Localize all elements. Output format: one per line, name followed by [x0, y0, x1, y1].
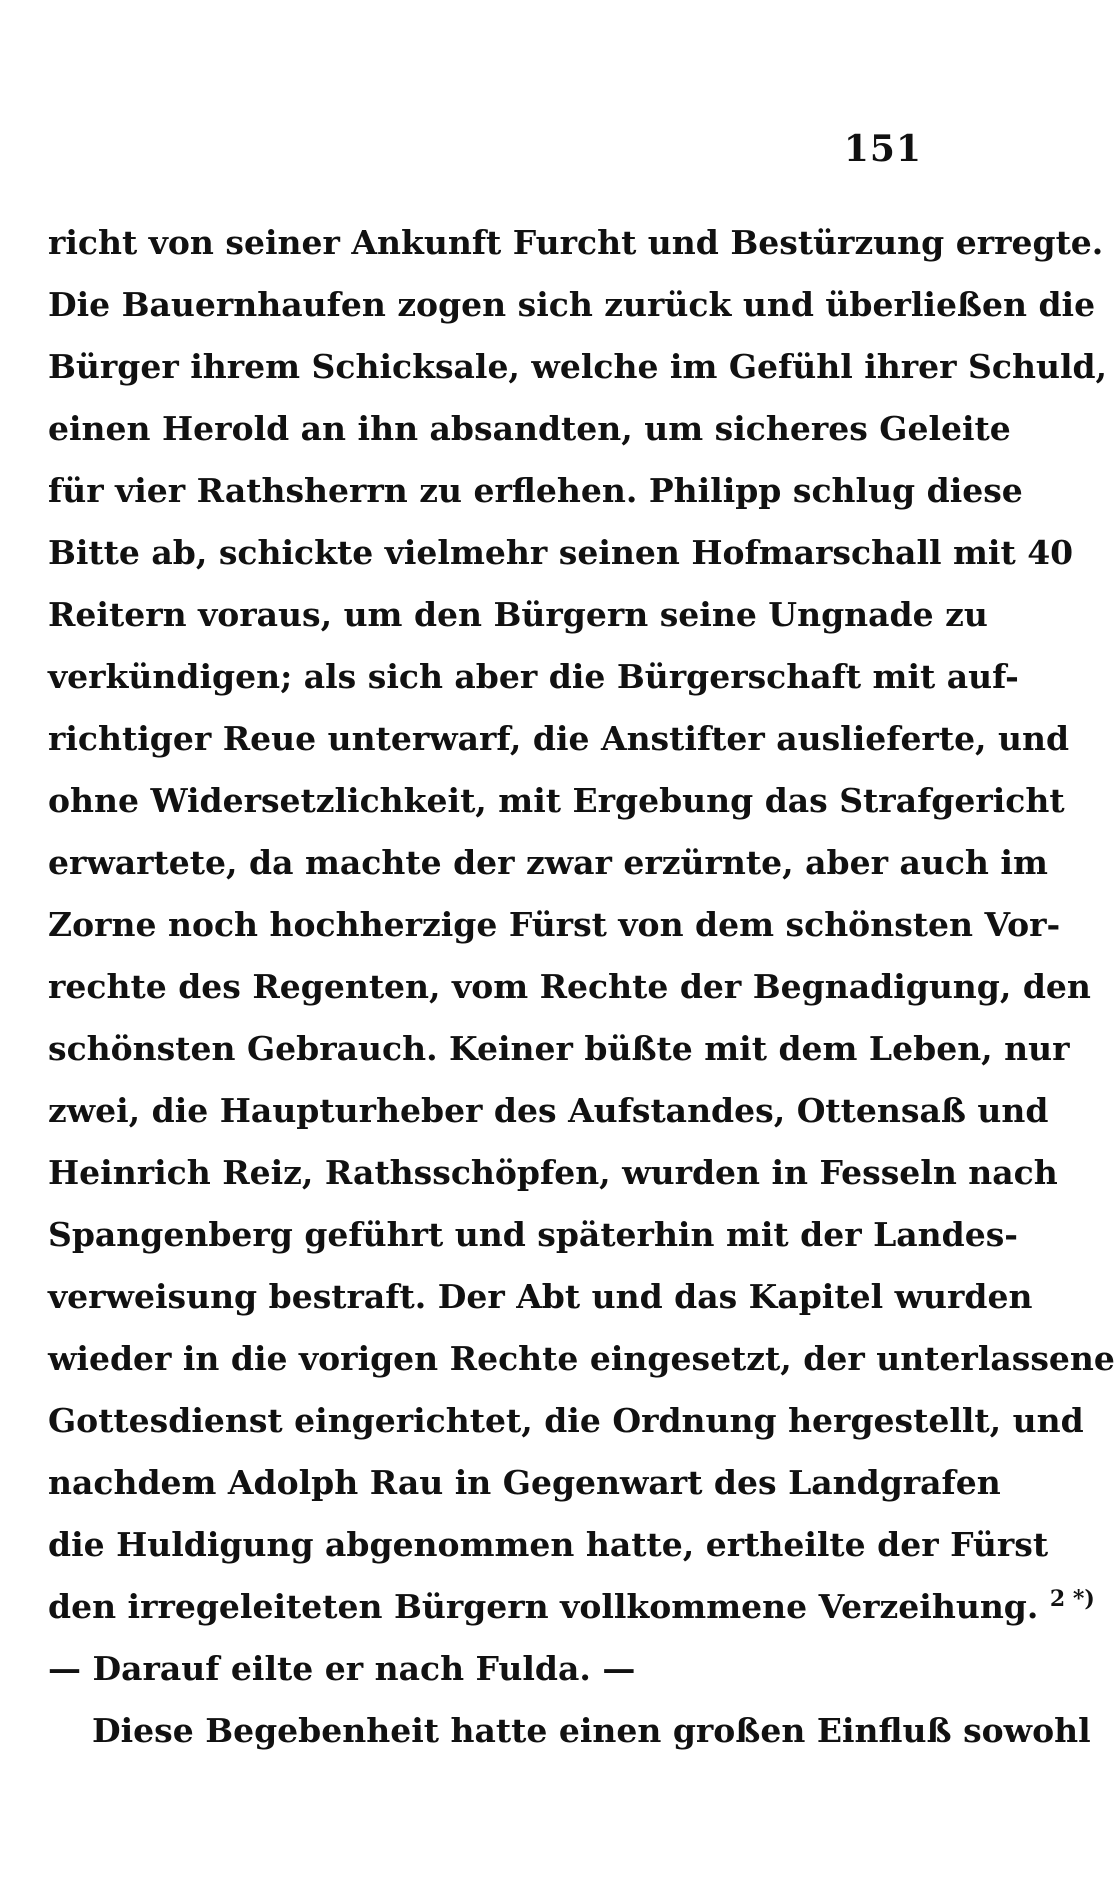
- text-line: Reitern voraus, um den Bürgern seine Ungnade zu: [48, 595, 988, 634]
- text-line: für vier Rathsherrn zu erflehen. Philipp schlug diese: [48, 471, 1023, 510]
- page-number: 151: [843, 128, 922, 170]
- text-line: zwei, die Haupturheber des Aufstandes, Ottensaß und: [48, 1091, 1049, 1130]
- text-line: Zorne noch hochherzige Fürst von dem schönsten Vor-: [48, 905, 1061, 944]
- body-text: [48, 212, 1115, 1762]
- dash-line: — Darauf eilte er nach Fulda. —: [48, 1649, 636, 1688]
- text-line: rechte des Regenten, vom Rechte der Begnadigung, den: [48, 967, 1091, 1006]
- footnote-mark: 2 *): [1049, 1586, 1095, 1612]
- text-line: Bürger ihrem Schicksale, welche im Gefühl ihrer Schuld,: [48, 347, 1108, 386]
- text-line: nachdem Adolph Rau in Gegenwart des Landgrafen: [48, 1463, 1001, 1502]
- text-line: Heinrich Reiz, Rathsschöpfen, wurden in Fesseln nach: [48, 1153, 1058, 1192]
- text-line: Spangenberg geführt und späterhin mit der Landes-: [48, 1215, 1019, 1254]
- text-line: ohne Widersetzlichkeit, mit Ergebung das Strafgericht: [48, 781, 1065, 820]
- text-line-with-footnote: [48, 1576, 1095, 1638]
- text-line: richt von seiner Ankunft Furcht und Bestürzung erregte.: [48, 223, 1104, 262]
- text-line: Bitte ab, schickte vielmehr seinen Hofmarschall mit 40: [48, 533, 1074, 572]
- text-line: Gottesdienst eingerichtet, die Ordnung hergestellt, und: [48, 1401, 1084, 1440]
- text-line: verkündigen; als sich aber die Bürgerschaft mit auf-: [48, 657, 1019, 696]
- text-line: schönsten Gebrauch. Keiner büßte mit dem Leben, nur: [48, 1029, 1070, 1068]
- text-line: die Huldigung abgenommen hatte, ertheilte der Fürst: [48, 1525, 1049, 1564]
- text-line: verweisung bestraft. Der Abt und das Kapitel wurden: [48, 1277, 1033, 1316]
- text-line: erwartete, da machte der zwar erzürnte, aber auch im: [48, 843, 1048, 882]
- text-line-content: den irregeleiteten Bürgern vollkommene Verzeihung.: [48, 1587, 1039, 1626]
- text-line: Die Bauernhaufen zogen sich zurück und überließen die: [48, 285, 1096, 324]
- text-line: wieder in die vorigen Rechte eingesetzt, der unterlassene: [48, 1339, 1115, 1378]
- text-line: richtiger Reue unterwarf, die Anstifter auslieferte, und: [48, 719, 1070, 758]
- paragraph-start-line: Diese Begebenheit hatte einen großen Einfluß sowohl: [92, 1711, 1091, 1750]
- text-line: einen Herold an ihn absandten, um sicheres Geleite: [48, 409, 1011, 448]
